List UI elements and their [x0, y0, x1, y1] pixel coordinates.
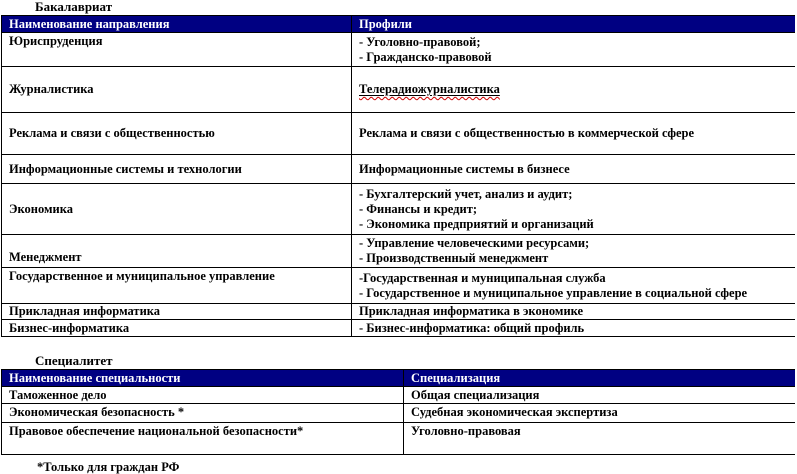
profile-line: - Экономика предприятий и организаций: [359, 216, 594, 231]
specialist-col-header-name: Наименование специальности: [2, 370, 404, 387]
bachelor-row: [2, 184, 796, 235]
profile-line: -Государственная и муниципальная служба: [359, 270, 606, 285]
profiles-cell: [352, 235, 796, 268]
profile-line: - Бухгалтерский учет, анализ и аудит;: [359, 186, 573, 201]
profiles-cell: [352, 268, 796, 304]
specialty-name-cell: Правовое обеспечение национальной безопасности*: [2, 423, 404, 455]
bachelor-col-header-direction: Наименование направления: [2, 16, 352, 33]
direction-name-cell: Бизнес-информатика: [2, 320, 352, 337]
profile-line: - Управление человеческими ресурсами;: [359, 236, 590, 250]
specialist-title: Специалитет: [35, 353, 113, 368]
profile-line: - Бизнес-информатика: общий профиль: [359, 320, 585, 335]
profiles-cell: [352, 184, 796, 235]
direction-name-cell: Юриспруденция: [2, 33, 352, 67]
bachelor-row: [2, 268, 796, 304]
profile-line: - Государственное и муниципальное управление в социальной сфере: [359, 285, 748, 300]
profile-line: - Уголовно-правовой;: [359, 34, 481, 49]
direction-name-cell: Информационные системы и технологии: [2, 155, 352, 184]
profiles-cell: [352, 304, 796, 320]
profiles-cell: [352, 33, 796, 67]
bachelor-row: [2, 113, 796, 155]
specialty-name-cell: Экономическая безопасность *: [2, 404, 404, 423]
profiles-cell: [352, 320, 796, 337]
specialist-row: [2, 404, 796, 423]
specialist-col-header-specialization: Специализация: [404, 370, 796, 387]
specialist-row: [2, 423, 796, 455]
bachelor-row: [2, 155, 796, 184]
profile-line: Реклама и связи с общественностью в коммерческой сфере: [359, 126, 695, 140]
profiles-cell: [352, 67, 796, 113]
profile-line: Информационные системы в бизнесе: [359, 161, 570, 176]
profiles-cell: [352, 113, 796, 155]
profile-line: - Финансы и кредит;: [359, 201, 478, 216]
direction-name-cell: Менеджмент: [2, 235, 352, 268]
bachelor-row: [2, 320, 796, 337]
profiles-cell: [352, 155, 796, 184]
profile-line: [359, 82, 791, 97]
bachelor-row: [2, 67, 796, 113]
bachelor-row: [2, 304, 796, 320]
bachelor-col-header-profiles: Профили: [352, 16, 796, 33]
direction-name-cell: Экономика: [2, 184, 352, 235]
direction-name-cell: Журналистика: [2, 67, 352, 113]
direction-name-cell: Реклама и связи с общественностью: [2, 113, 352, 155]
profile-line: - Производственный менеджмент: [359, 251, 549, 265]
bachelor-row: [2, 33, 796, 67]
specialization-cell: Уголовно-правовая: [404, 423, 796, 455]
specialization-cell: Общая специализация: [404, 387, 796, 404]
bachelor-title: Бакалавриат: [35, 0, 113, 14]
specialty-name-cell: Таможенное дело: [2, 387, 404, 404]
specialist-row: [2, 387, 796, 404]
footnote: *Только для граждан РФ: [37, 460, 180, 474]
direction-name-cell: Прикладная информатика: [2, 304, 352, 320]
profile-line: Прикладная информатика в экономике: [359, 304, 584, 318]
bachelor-table: [1, 15, 795, 337]
direction-name-cell: Государственное и муниципальное управление: [2, 268, 352, 304]
bachelor-header-row: [2, 16, 796, 33]
profile-line: - Гражданско-правовой: [359, 49, 492, 64]
misspelled-word: Телерадиожурналистика: [359, 82, 500, 96]
specialist-table: [1, 369, 795, 455]
bachelor-row: [2, 235, 796, 268]
specialization-cell: Судебная экономическая экспертиза: [404, 404, 796, 423]
specialist-header-row: [2, 370, 796, 387]
